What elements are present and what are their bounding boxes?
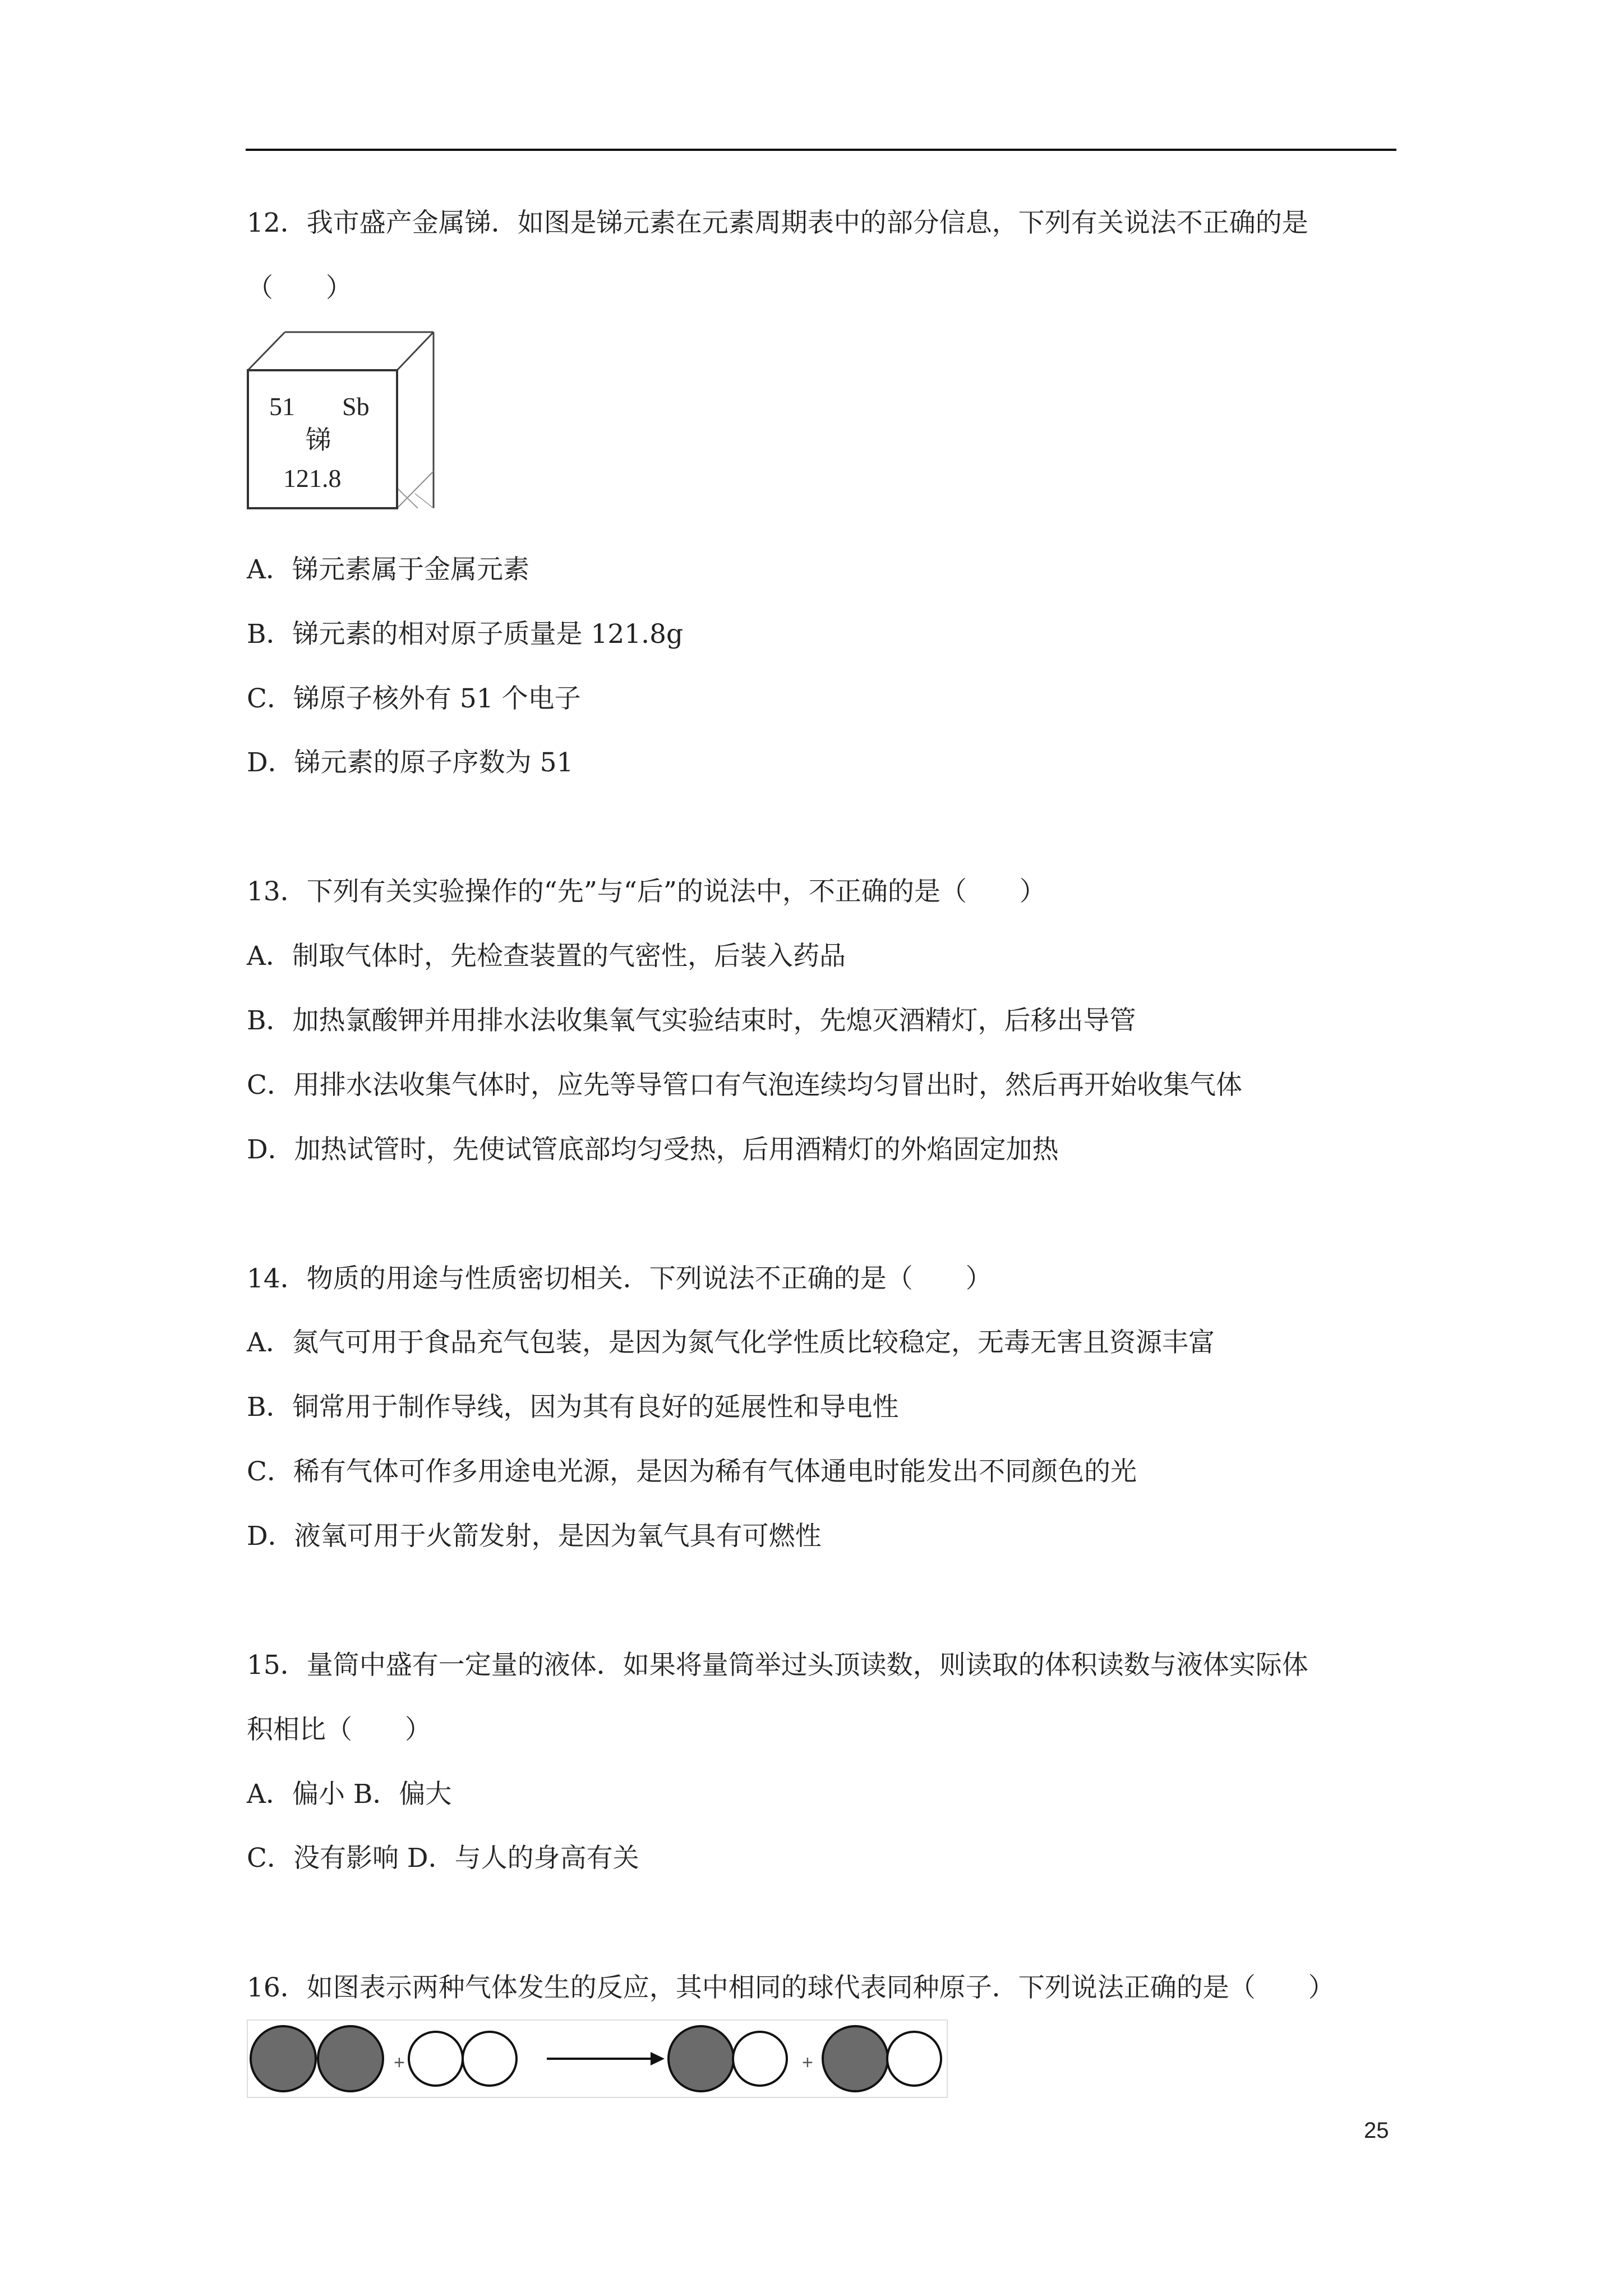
- question-15-stem: 15．量筒中盛有一定量的液体．如果将量筒举过头顶读数，则读取的体积读数与液体实际体: [247, 1650, 1308, 1681]
- plus-sign: +: [394, 2052, 405, 2073]
- reaction-arrowhead: [651, 2052, 665, 2065]
- question-15-options-cd: C．没有影响 D．与人的身高有关: [247, 1843, 639, 1874]
- atom-dark: [823, 2026, 888, 2091]
- question-14-option-c: C．稀有气体可作多用途电光源，是因为稀有气体通电时能发出不同颜色的光: [247, 1456, 1137, 1487]
- question-14-option-d: D．液氧可用于火箭发射，是因为氧气具有可燃性: [247, 1521, 822, 1552]
- question-12-option-d: D．锑元素的原子序数为 51: [247, 747, 574, 778]
- header-rule: [246, 149, 1396, 151]
- element-tile-figure: [247, 331, 435, 509]
- question-13-option-a: A．制取气体时，先检查装置的气密性，后装入药品: [247, 941, 846, 972]
- question-14-option-a: A．氮气可用于食品充气包装，是因为氮气化学性质比较稳定，无毒无害且资源丰富: [247, 1327, 1215, 1358]
- page-number: 25: [1364, 2118, 1389, 2143]
- atom-dark: [251, 2026, 316, 2091]
- question-13-option-b: B．加热氯酸钾并用排水法收集氧气实验结束时，先熄灭酒精灯，后移出导管: [247, 1005, 1136, 1036]
- atom-dark: [318, 2026, 383, 2091]
- atom-dark: [668, 2026, 734, 2091]
- question-13-stem: 13．下列有关实验操作的“先”与“后”的说法中，不正确的是（ ）: [247, 876, 1046, 907]
- reaction-figure: [247, 2019, 948, 2098]
- question-15-options-ab: A．偏小 B．偏大: [247, 1779, 452, 1810]
- question-12-option-c: C．锑原子核外有 51 个电子: [247, 683, 581, 714]
- question-13-option-c: C．用排水法收集气体时，应先等导管口有气泡连续均匀冒出时，然后再开始收集气体: [247, 1070, 1242, 1101]
- element-symbol: Sb: [342, 392, 370, 421]
- question-12-option-b: B．锑元素的相对原子质量是 121.8g: [247, 619, 684, 650]
- question-14-option-b: B．铜常用于制作导线，因为其有良好的延展性和导电性: [247, 1392, 899, 1423]
- question-13-option-d: D．加热试管时，先使试管底部均匀受热，后用酒精灯的外焰固定加热: [247, 1134, 1059, 1165]
- element-name: 锑: [306, 425, 331, 455]
- atom-light: [463, 2032, 517, 2086]
- question-16-stem: 16．如图表示两种气体发生的反应，其中相同的球代表同种原子．下列说法正确的是（ ）: [247, 1972, 1335, 2003]
- question-12-option-a: A．锑元素属于金属元素: [247, 554, 529, 585]
- atom-light: [409, 2032, 463, 2086]
- atom-light: [887, 2032, 941, 2086]
- element-atomic-number: 51: [269, 392, 295, 421]
- element-atomic-mass: 121.8: [283, 464, 342, 493]
- question-14-stem: 14．物质的用途与性质密切相关．下列说法不正确的是（ ）: [247, 1263, 992, 1294]
- question-12-stem: 12．我市盛产金属锑．如图是锑元素在元素周期表中的部分信息，下列有关说法不正确的是: [247, 208, 1308, 238]
- atom-light: [733, 2032, 787, 2086]
- plus-sign: +: [802, 2052, 813, 2073]
- question-15-stem-cont: 积相比（ ）: [247, 1714, 431, 1745]
- question-12-blank: （ ）: [247, 273, 352, 303]
